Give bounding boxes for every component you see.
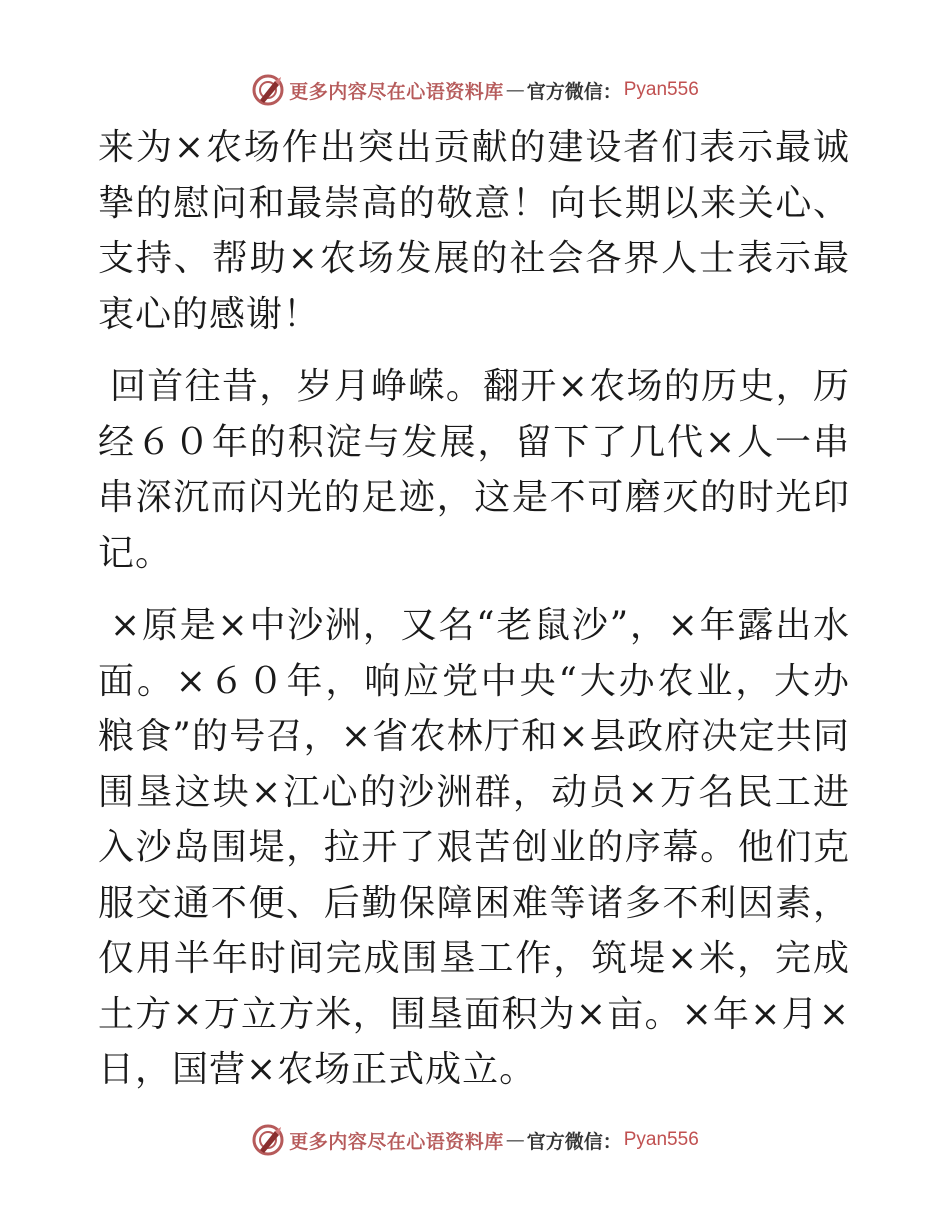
banner-separator: — xyxy=(505,79,525,101)
banner-wechat-label: 官方微信： xyxy=(526,80,622,103)
paragraph-1: 来为×农场作出突出贡献的建设者们表示最诚挚的慰问和最崇高的敬意！向长期以来关心、支持、帮助×农场发展的社会各界人士表示最衷心的感谢！ xyxy=(98,127,850,335)
header-banner xyxy=(0,70,950,110)
banner-wechat-id: Pyan556 xyxy=(623,79,699,100)
pen-nib-logo-icon xyxy=(251,1123,285,1157)
pen-nib-logo-icon xyxy=(251,73,285,107)
banner-wechat-label: 官方微信： xyxy=(526,1130,622,1153)
banner-separator: — xyxy=(505,1129,525,1151)
banner-site-text: 更多内容尽在心语资料库 xyxy=(289,80,504,103)
banner-site-text: 更多内容尽在心语资料库 xyxy=(289,1130,504,1153)
document-body xyxy=(98,120,850,1115)
paragraph-2: 回首往昔，岁月峥嵘。翻开×农场的历史，历经６０年的积淀与发展，留下了几代×人一串串深沉而闪光的足迹，这是不可磨灭的时光印记。 xyxy=(98,366,850,574)
banner-wechat-id: Pyan556 xyxy=(623,1129,699,1150)
paragraph-3: ×原是×中沙洲，又名“老鼠沙”，×年露出水面。×６０年，响应党中央“大办农业，大办粮食”的号召，×省农林厅和×县政府决定共同围垦这块×江心的沙洲群，动员×万名民工进入沙岛围堤，拉开了艰苦创业的序幕。他们克服交通不便、后勤保障困难等诸多不利因素，仅用半年时间完成围垦工作，筑堤×米，完成土方×万立方米，围垦面积为×亩。×年×月×日，国营×农场正式成立。 xyxy=(98,605,850,1090)
footer-banner xyxy=(0,1120,950,1160)
